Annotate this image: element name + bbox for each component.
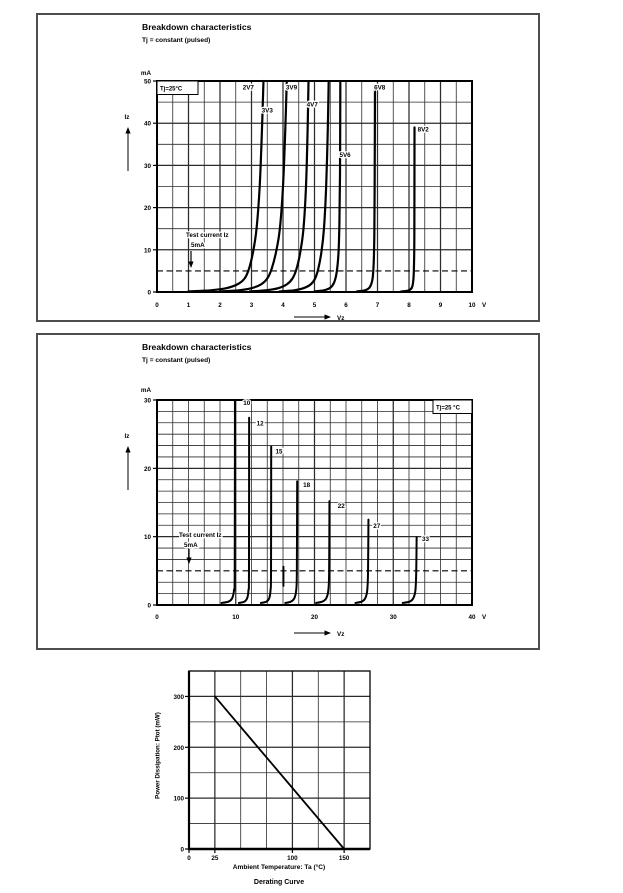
series-label-33: 33 (422, 535, 430, 543)
chart1-title: Breakdown characteristics (142, 22, 252, 32)
curve-8V2 (401, 127, 414, 291)
y-tick-label: 30 (143, 397, 151, 405)
series-label-12: 12 (256, 420, 264, 428)
series-label-27: 27 (373, 522, 381, 530)
chart1-subtitle: Tj = constant (pulsed) (142, 37, 211, 44)
x-tick-label: 7 (375, 302, 380, 309)
y-tick-label: 30 (143, 162, 151, 170)
x-tick-label: 0 (187, 855, 191, 862)
x-tick-label: 0 (155, 614, 159, 621)
chart3-y-axis-label: Power Dissipation: Ptot (mW) (154, 712, 162, 799)
chart2-subtitle: Tj = constant (pulsed) (142, 357, 211, 364)
test-current-label-line2: 5mA (184, 542, 198, 549)
y-tick-label: 300 (173, 693, 184, 701)
series-label-6V8: 6V8 (374, 84, 386, 92)
series-label-3V3: 3V3 (261, 107, 273, 115)
corner-temperature-label: Tj=25°C (160, 86, 183, 93)
chart2-title: Breakdown characteristics (142, 342, 252, 352)
chart3-x-axis-label: Ambient Temperature: Ta (°C) (232, 864, 326, 871)
x-tick-label: 30 (389, 614, 397, 621)
curve-18 (285, 481, 297, 603)
x-tick-label: 9 (438, 302, 443, 309)
y-tick-label: 20 (143, 465, 151, 473)
series-label-3V9: 3V9 (285, 84, 298, 92)
x-axis-name-label: Vz (337, 315, 345, 322)
series-label-15: 15 (275, 448, 283, 456)
y-tick-label: 40 (143, 120, 151, 128)
y-tick-label: 50 (143, 78, 151, 86)
series-label-8V2: 8V2 (417, 126, 429, 134)
x-tick-label: 2 (218, 302, 222, 309)
y-tick-label: 0 (147, 602, 151, 610)
curve-33 (403, 537, 417, 603)
y-tick-label: 0 (147, 289, 151, 297)
curve-22 (316, 501, 329, 603)
series-label-10: 10 (243, 399, 251, 407)
right-arrow-icon (325, 630, 332, 635)
test-current-label-line1: Test current Iz (186, 232, 229, 239)
series-label-4V7: 4V7 (306, 101, 318, 109)
y-tick-label: 100 (173, 795, 184, 803)
down-arrow-icon (186, 558, 191, 565)
series-label-2V7: 2V7 (242, 84, 254, 92)
down-arrow-icon (188, 262, 193, 269)
y-tick-label: 0 (180, 846, 184, 854)
right-arrow-icon (325, 314, 332, 319)
test-current-label-line1: Test current Iz (179, 532, 222, 539)
x-tick-label: 4 (281, 302, 285, 309)
x-tick-label: 1 (186, 302, 191, 309)
up-arrow-icon (125, 127, 130, 134)
x-tick-label: 5 (312, 302, 317, 309)
x-tick-label: 6 (344, 302, 348, 309)
x-axis-unit-label: V (482, 614, 487, 621)
series-label-5V6: 5V6 (339, 151, 351, 159)
y-tick-label: 20 (143, 205, 151, 213)
y-tick-label: 10 (143, 534, 151, 542)
y-axis-unit-label: mA (140, 70, 151, 77)
curve-6V8 (357, 89, 375, 291)
x-axis-name-label: Vz (337, 631, 345, 638)
y-tick-label: 200 (173, 744, 184, 752)
x-tick-label: 0 (155, 302, 159, 309)
corner-temperature-label: Tj=25 °C (436, 405, 460, 412)
x-tick-label: 10 (232, 614, 240, 621)
x-tick-label: 20 (310, 614, 319, 621)
test-current-label-line2: 5mA (191, 242, 205, 249)
series-label-18: 18 (303, 481, 311, 489)
x-tick-label: 25 (211, 855, 219, 862)
x-axis-unit-label: V (482, 302, 487, 309)
x-tick-label: 8 (407, 302, 411, 309)
x-tick-label: 150 (338, 855, 350, 862)
y-axis-name-label: Iz (124, 433, 130, 440)
chart3-caption: Derating Curve (253, 879, 305, 886)
y-axis-unit-label: mA (140, 387, 151, 394)
x-tick-label: 100 (287, 855, 298, 862)
curve-10 (222, 400, 235, 603)
y-tick-label: 10 (143, 247, 151, 255)
x-tick-label: 40 (468, 614, 476, 621)
up-arrow-icon (125, 446, 130, 453)
y-axis-name-label: Iz (124, 114, 130, 121)
x-tick-label: 3 (249, 302, 254, 309)
x-tick-label: 10 (468, 302, 476, 309)
series-label-22: 22 (337, 502, 345, 510)
curve-15 (261, 446, 271, 602)
